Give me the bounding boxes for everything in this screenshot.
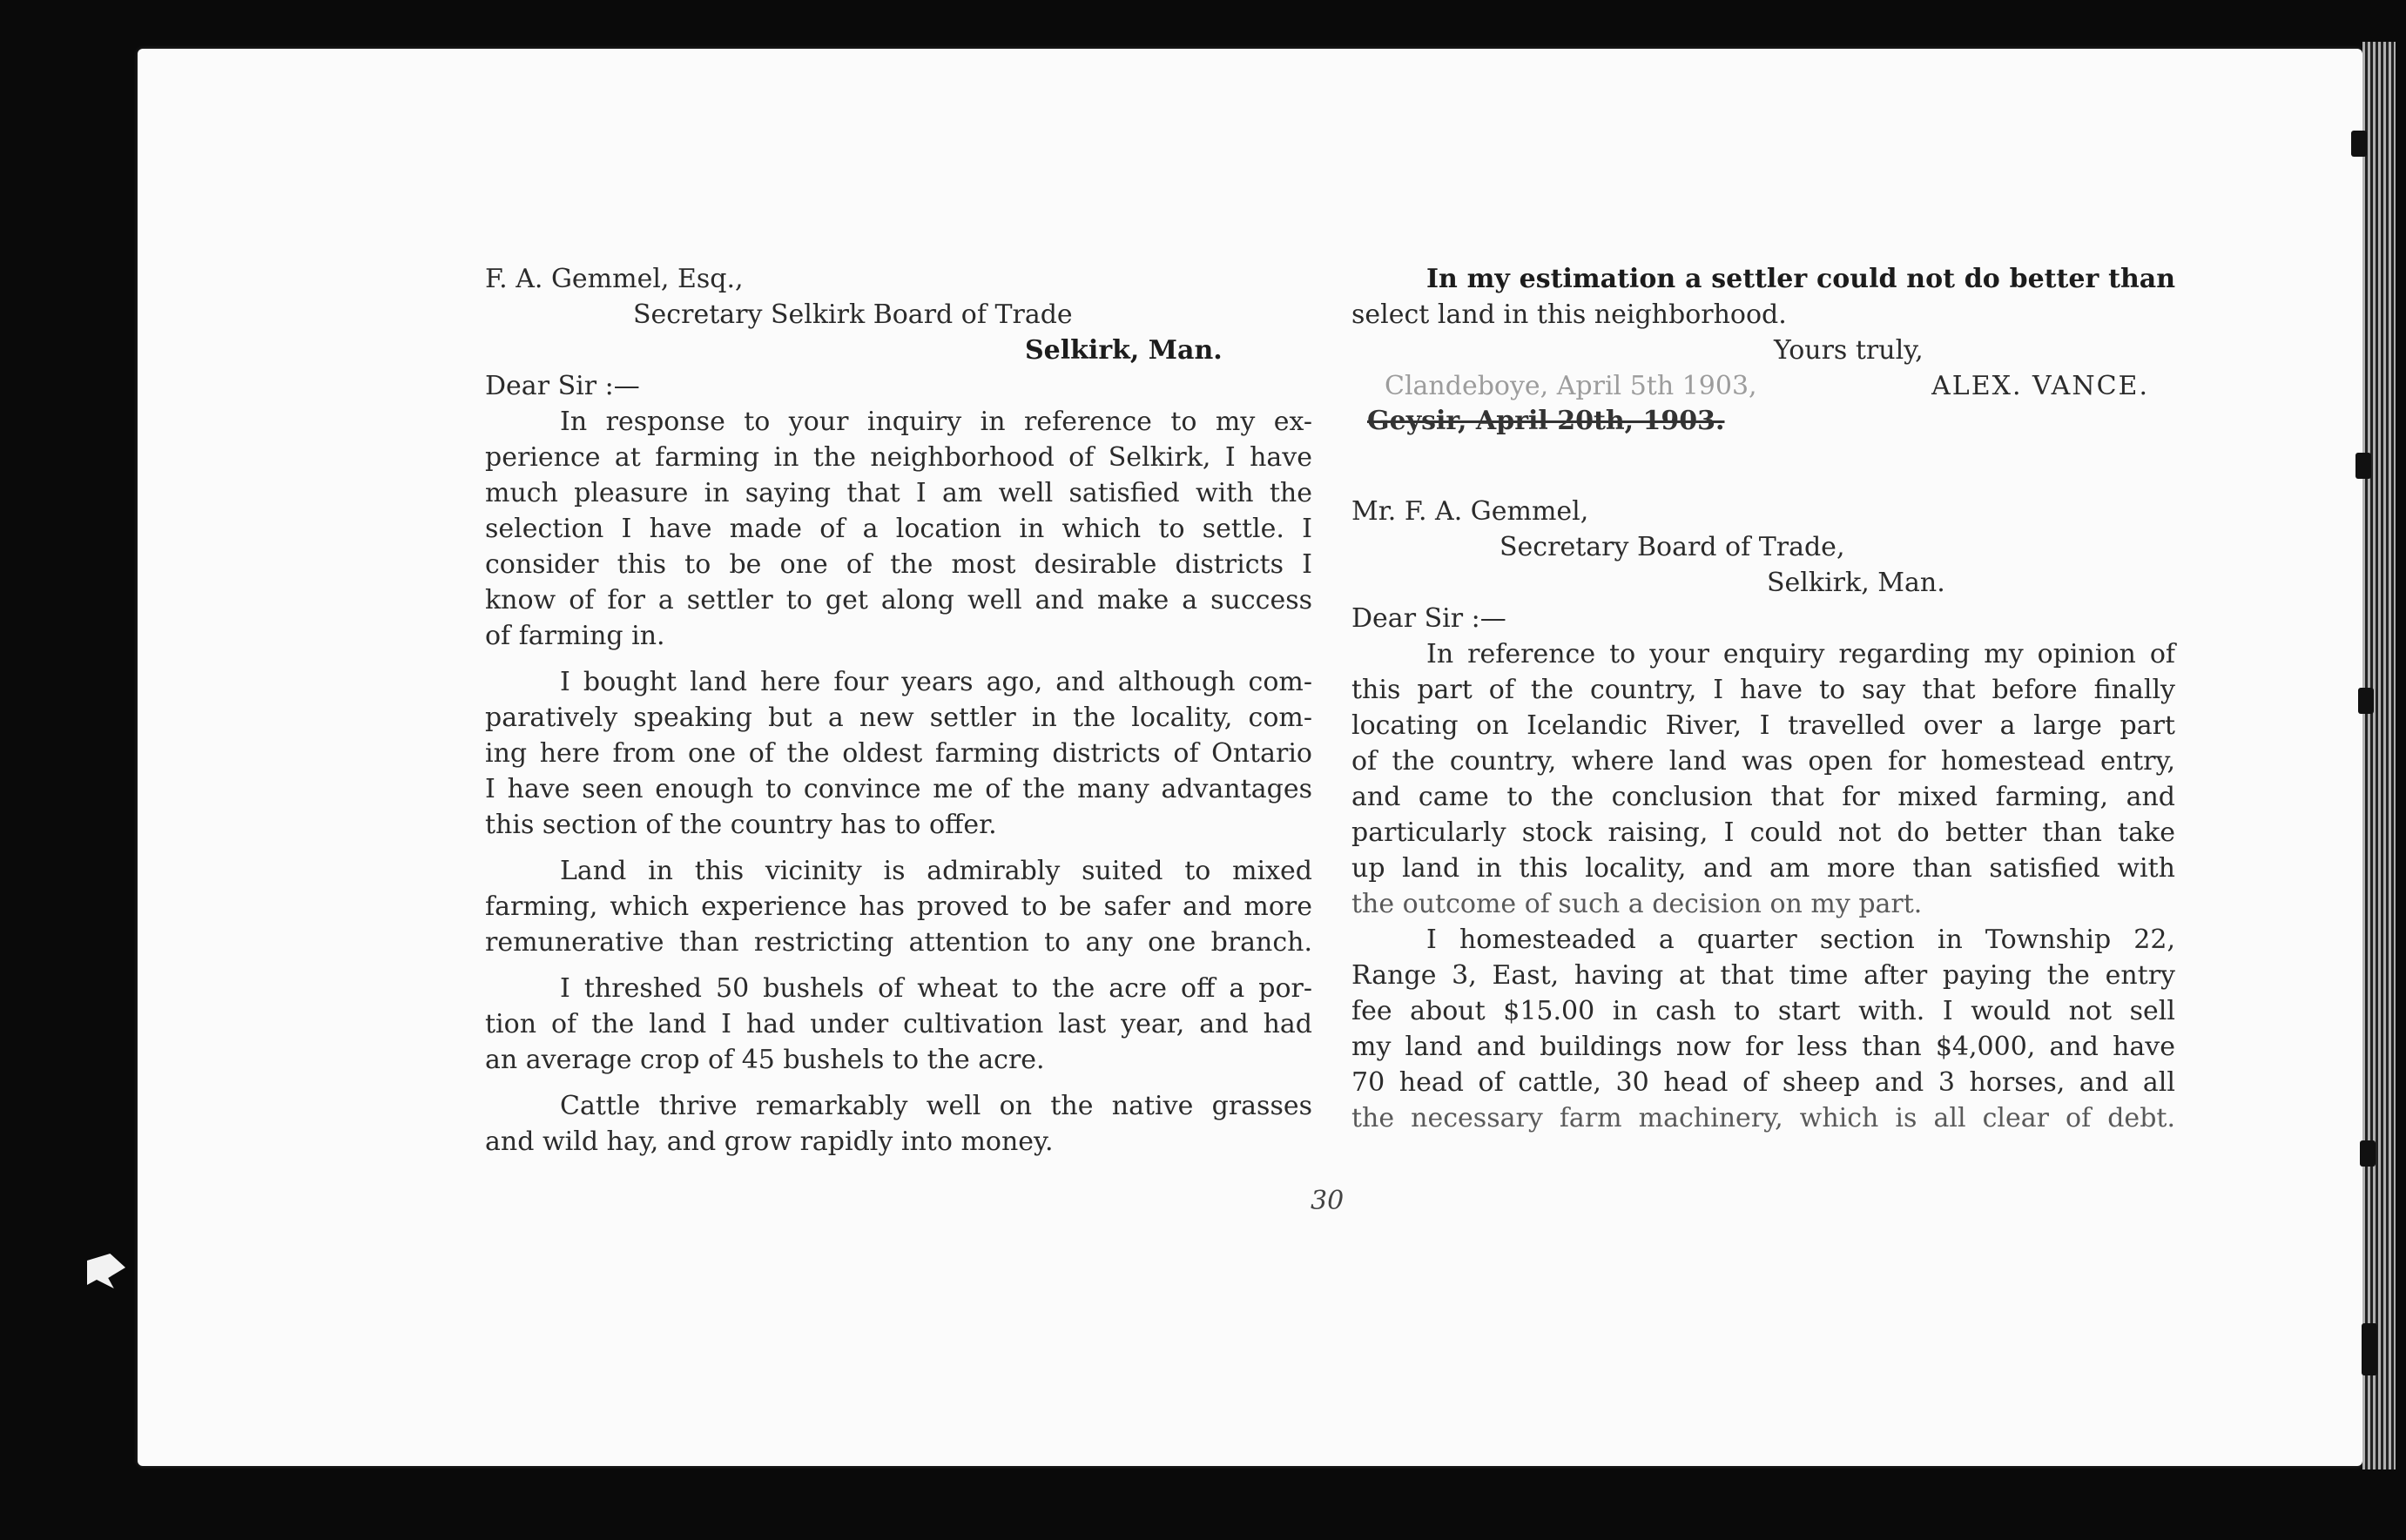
left-paragraph-2 — [485, 664, 1312, 843]
left-letter — [485, 261, 1312, 1160]
left-address-name: F. A. Gemmel, Esq., — [485, 264, 744, 294]
edge-mark — [2360, 1140, 2376, 1167]
left-paragraph-5 — [485, 1088, 1312, 1160]
text-line: locating on Icelandic River, I travelled over a large part — [1351, 710, 2175, 741]
text-line: ing here from one of the oldest farming districts of Ontario — [485, 738, 1312, 769]
right-address-title: Secretary Board of Trade, — [1500, 532, 1845, 562]
edge-mark — [2351, 131, 2367, 157]
text-line: much pleasure in saying that I am well satisfied with the — [485, 478, 1312, 508]
text-line: I bought land here four years ago, and although com- — [560, 667, 1312, 697]
right-address-name: Mr. F. A. Gemmel, — [1351, 496, 1589, 527]
text-line: know of for a settler to get along well and make a success — [485, 585, 1312, 615]
text-line: of the country, where land was open for homestead entry, — [1351, 746, 2175, 777]
edge-mark — [2358, 688, 2374, 714]
text-line: In reference to your enquiry regarding my opinion of — [1426, 639, 2175, 669]
right-address-city: Selkirk, Man. — [1767, 568, 1945, 598]
text-line: particularly stock raising, I could not do better than take — [1351, 817, 2175, 848]
right-paragraph-1 — [1351, 636, 2175, 922]
page-number: 30 — [1311, 1186, 1345, 1216]
text-line: In my estimation a settler could not do better than — [1426, 264, 2175, 294]
left-salutation: Dear Sir :— — [485, 371, 640, 401]
text-line: 70 head of cattle, 30 head of sheep and 3 horses, and all — [1351, 1067, 2175, 1098]
text-line: my land and buildings now for less than $4,000, and have — [1351, 1032, 2175, 1062]
text-line: and came to the conclusion that for mixed farming, and — [1351, 782, 2175, 812]
scan-speck — [87, 1254, 125, 1288]
left-address-title: Secretary Selkirk Board of Trade — [633, 299, 1073, 330]
left-address-city: Selkirk, Man. — [1025, 335, 1223, 366]
text-line: I threshed 50 bushels of wheat to the acre off a por- — [560, 973, 1312, 1004]
left-paragraph-1 — [485, 404, 1312, 654]
text-line: the necessary farm machinery, which is all clear of debt. — [1351, 1103, 2175, 1133]
text-line: I have seen enough to convince me of the many advantages — [485, 774, 1312, 804]
signoff — [1351, 368, 2175, 440]
text-line: consider this to be one of the most desirable districts I — [485, 549, 1312, 580]
edge-mark — [2355, 453, 2371, 479]
text-line: selection I have made of a location in which to settle. I — [485, 514, 1312, 544]
closing: Yours truly, — [1774, 335, 1924, 366]
signature-name: ALEX. VANCE. — [1931, 371, 2149, 401]
text-line: Cattle thrive remarkably well on the native grasses — [560, 1091, 1312, 1121]
text-line: an average crop of 45 bushels to the acre. — [485, 1045, 1045, 1075]
left-paragraph-4 — [485, 971, 1312, 1078]
text-line: remunerative than restricting attention to any one branch. — [485, 927, 1312, 958]
text-line: this section of the country has to offer. — [485, 810, 997, 840]
text-line: paratively speaking but a new settler in the locality, com- — [485, 703, 1312, 733]
text-line: the outcome of such a decision on my part. — [1351, 889, 1923, 919]
right-paragraph-2 — [1351, 922, 2175, 1136]
right-column — [1351, 261, 2175, 1136]
text-line: Range 3, East, having at that time after paying the entry — [1351, 960, 2175, 991]
text-line: Land in this vicinity is admirably suited to mixed — [560, 856, 1312, 886]
text-line: tion of the land I had under cultivation last year, and had — [485, 1009, 1312, 1039]
edge-mark — [2362, 1323, 2377, 1375]
text-line: fee about $15.00 in cash to start with. I would not sell — [1351, 996, 2175, 1026]
place-date-struck: Geysir, April 20th, 1903. — [1367, 406, 1725, 436]
text-line: this part of the country, I have to say that before finally — [1351, 675, 2175, 705]
text-line: select land in this neighborhood. — [1351, 299, 1787, 330]
text-line: farming, which experience has proved to be safer and more — [485, 891, 1312, 922]
text-line: I homesteaded a quarter section in Township 22, — [1426, 925, 2175, 955]
right-salutation: Dear Sir :— — [1351, 603, 1506, 634]
page-stack-edge — [2362, 42, 2396, 1469]
text-line: up land in this locality, and am more than satisfied with — [1351, 853, 2175, 884]
right-top-paragraph — [1351, 261, 2175, 333]
text-line: and wild hay, and grow rapidly into money. — [485, 1126, 1054, 1157]
text-line: of farming in. — [485, 621, 665, 651]
text-line: perience at farming in the neighborhood of Selkirk, I have — [485, 442, 1312, 473]
left-paragraph-3 — [485, 853, 1312, 960]
place-date-stamp: Clandeboye, April 5th 1903, — [1385, 371, 1757, 401]
text-line: In response to your inquiry in reference to my ex- — [560, 407, 1312, 437]
